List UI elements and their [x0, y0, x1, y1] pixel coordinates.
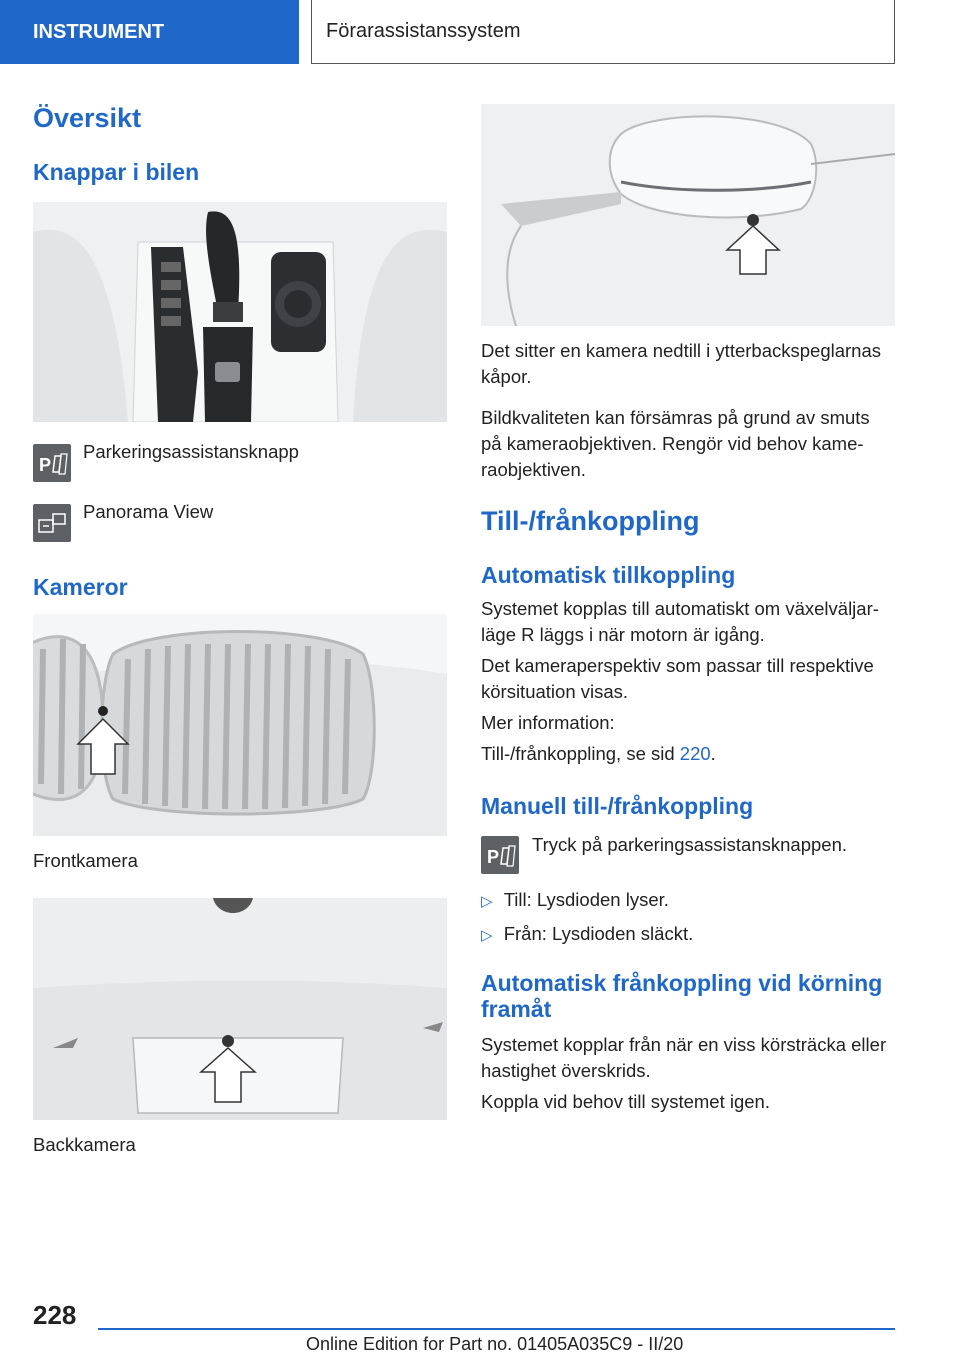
- side-mirror-image: [481, 104, 895, 326]
- auto-off-paragraph-1: Systemet kopplar från när en viss körsträcka eller hastighet överskrids.: [481, 1034, 887, 1081]
- subheading-buttons: Knappar i bilen: [33, 159, 200, 185]
- subheading-auto-on: Automatisk tillkoppling: [481, 562, 736, 588]
- bullet-text: Från: Lysdioden släckt.: [503, 923, 694, 944]
- cross-reference: [481, 741, 716, 767]
- svg-text:P: P: [487, 847, 500, 867]
- front-camera-caption: Frontkamera: [33, 850, 138, 871]
- triangle-bullet-icon: ▷: [481, 893, 493, 910]
- subheading-cameras: Kameror: [33, 574, 128, 600]
- more-info-label: Mer information:: [481, 712, 615, 733]
- reference-end: .: [710, 743, 716, 764]
- section-label: INSTRUMENT: [33, 21, 165, 43]
- mirror-paragraph-1: Det sitter en kamera nedtill i ytterbackspeglarnas kåpor.: [481, 340, 881, 387]
- footer-divider: [98, 1328, 895, 1330]
- auto-off-paragraph-2: Koppla vid behov till systemet igen.: [481, 1091, 770, 1112]
- subheading-auto-off: Automatisk frånkoppling vid körning framåt: [481, 970, 883, 1023]
- page-title: Översikt: [33, 103, 142, 133]
- section-title-onoff: Till-/frånkoppling: [481, 506, 700, 536]
- chapter-label: Förarassistanssystem: [326, 20, 521, 42]
- triangle-bullet-icon: ▷: [481, 927, 493, 944]
- rear-camera-image: [33, 898, 447, 1120]
- parking-assist-icon: [33, 444, 71, 482]
- rear-camera-caption: Backkamera: [33, 1134, 136, 1155]
- page-reference-link[interactable]: 220: [679, 743, 711, 764]
- section-tab[interactable]: [0, 0, 299, 64]
- manual-paragraph: Tryck på parkeringsassistansknappen.: [532, 834, 847, 855]
- subheading-manual: Manuell till-/frånkoppling: [481, 793, 754, 819]
- list-item: [481, 921, 693, 949]
- parking-assist-icon: [481, 836, 519, 874]
- auto-on-paragraph-1: Systemet kopplas till automatiskt om växelväljarläge R läggs i när motorn är igång.: [481, 598, 879, 645]
- panorama-view-icon: [33, 504, 71, 542]
- parking-assist-label: Parkeringsassistansknapp: [83, 441, 299, 462]
- mirror-paragraph-2: Bildkvaliteten kan försämras på grund av smuts på kameraobjektiven. Rengör vid behov kameraobjektiven.: [481, 407, 870, 480]
- console-image: [33, 202, 447, 422]
- panorama-view-label: Panorama View: [83, 501, 214, 522]
- front-camera-image: [33, 614, 447, 836]
- bullet-text: Till: Lysdioden lyser.: [503, 889, 669, 910]
- edition-text: Online Edition for Part no. 01405A035C9 - II/20: [306, 1334, 684, 1354]
- svg-text:P: P: [39, 455, 52, 475]
- list-item: [481, 887, 669, 915]
- auto-on-paragraph-2: Det kameraperspektiv som passar till respektive körsituation visas.: [481, 655, 874, 702]
- reference-text: Till-/frånkoppling, se sid: [481, 743, 680, 764]
- chapter-tab[interactable]: [311, 0, 895, 64]
- page-number: 228: [33, 1300, 77, 1330]
